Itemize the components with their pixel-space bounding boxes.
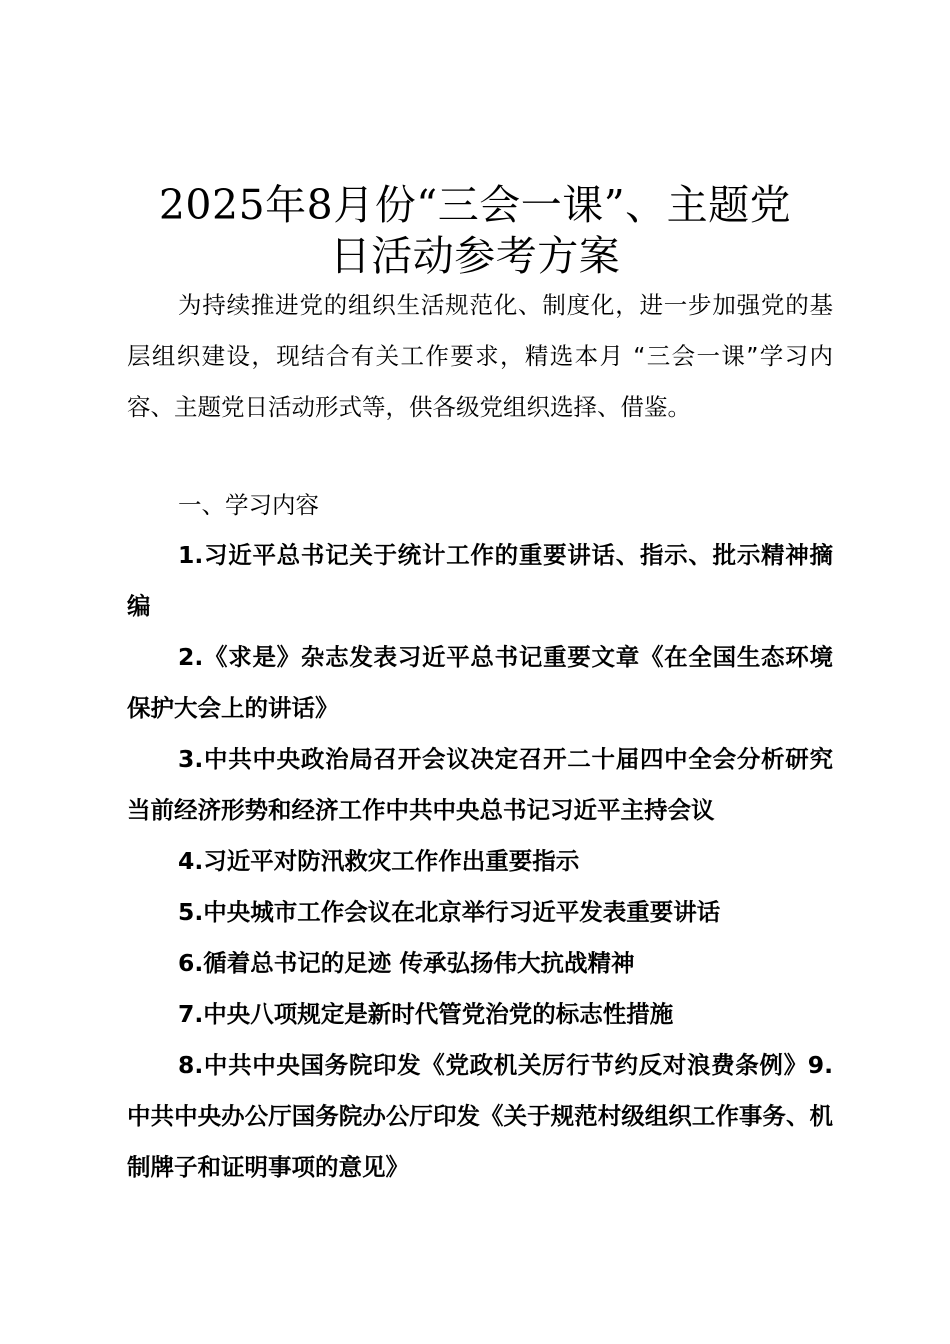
list-item: 7.中央八项规定是新时代管党治党的标志性措施 — [178, 1000, 674, 1028]
intro-paragraph: 为持续推进党的组织生活规范化、制度化，进一步加强党的基层组织建设，现结合有关工作要求，精选本月 “三会一课”学习内容、主题党日活动形式等，供各级党组织选择、借鉴。 — [127, 291, 833, 421]
list-item: 6.循着总书记的足迹 传承弘扬伟大抗战精神 — [178, 949, 635, 977]
section-heading: 一、学习内容 — [178, 491, 319, 519]
document-title — [100, 180, 850, 282]
study-content-list — [127, 530, 833, 1193]
list-item: 5.中央城市工作会议在北京举行习近平发表重要讲话 — [178, 898, 721, 926]
title-line-1: 2025年8月份“三会一课”、主题党 — [158, 181, 792, 229]
list-item: 2.《求是》杂志发表习近平总书记重要文章《在全国生态环境保护大会上的讲话》 — [127, 643, 833, 722]
list-item: 8.中共中央国务院印发《党政机关厉行节约反对浪费条例》9.中共中央办公厅国务院办公厅印发《关于规范村级组织工作事务、机制牌子和证明事项的意见》 — [127, 1051, 833, 1181]
list-item: 1.习近平总书记关于统计工作的重要讲话、指示、批示精神摘编 — [127, 541, 833, 620]
list-item: 3.中共中央政治局召开会议决定召开二十届四中全会分析研究当前经济形势和经济工作中共中央总书记习近平主持会议 — [127, 745, 833, 824]
title-line-2: 日活动参考方案 — [329, 232, 621, 280]
list-item: 4.习近平对防汛救灾工作作出重要指示 — [178, 847, 580, 875]
